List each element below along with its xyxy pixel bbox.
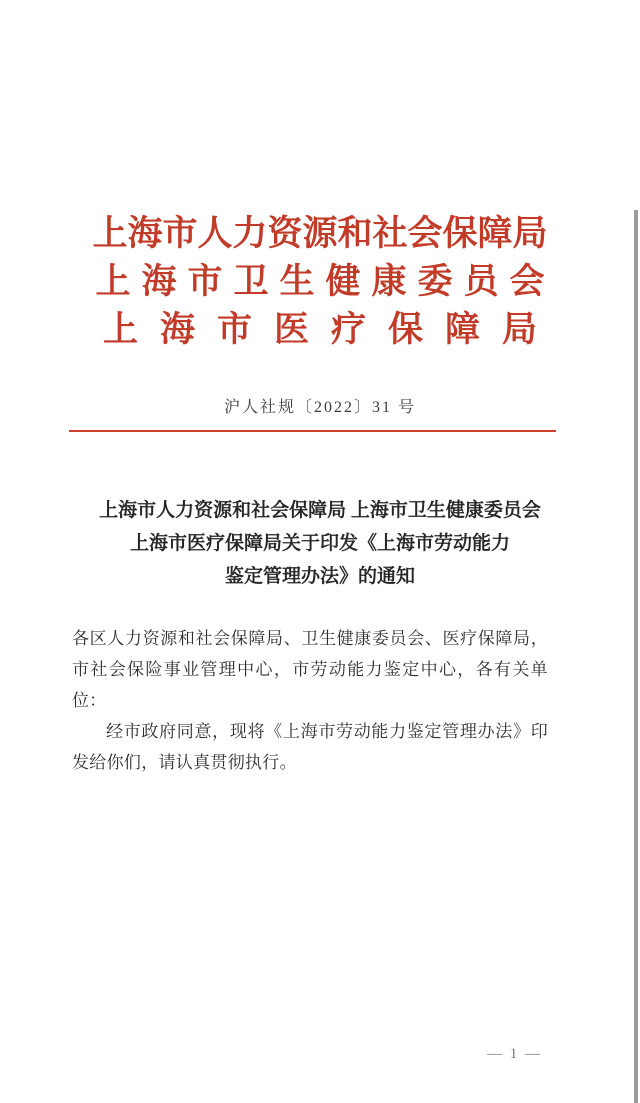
notice-title-line-3: 鉴定管理办法》的通知 [224, 566, 415, 587]
agency-name-line-2: 上海市卫生健康委员会 [95, 262, 556, 301]
agency-name-line-1: 上海市人力资源和社会保障局 [92, 214, 548, 253]
body-paragraph-instruction: 经市政府同意，现将《上海市劳动能力鉴定管理办法》印发给你们，请认真贯彻执行。 [72, 722, 548, 772]
agency-letterhead [0, 210, 640, 354]
notice-title-line-1: 上海市人力资源和社会保障局 上海市卫生健康委员会 [99, 500, 541, 521]
notice-body [72, 623, 548, 778]
notice-title-line-2: 上海市医疗保障局关于印发《上海市劳动能力 [129, 533, 510, 554]
page-number: — 1 — [487, 1046, 542, 1062]
scan-edge-artifact [634, 210, 638, 1103]
document-page [0, 210, 640, 1103]
red-divider-rule [69, 430, 556, 432]
agency-name-line-3: 上海市医疗保障局 [102, 310, 559, 349]
notice-title [0, 494, 640, 593]
body-paragraph-recipients: 各区人力资源和社会保障局、卫生健康委员会、医疗保障局，市社会保险事业管理中心，市劳动能力鉴定中心，各有关单位： [72, 629, 548, 710]
document-number: 沪人社规〔2022〕31 号 [223, 399, 416, 416]
